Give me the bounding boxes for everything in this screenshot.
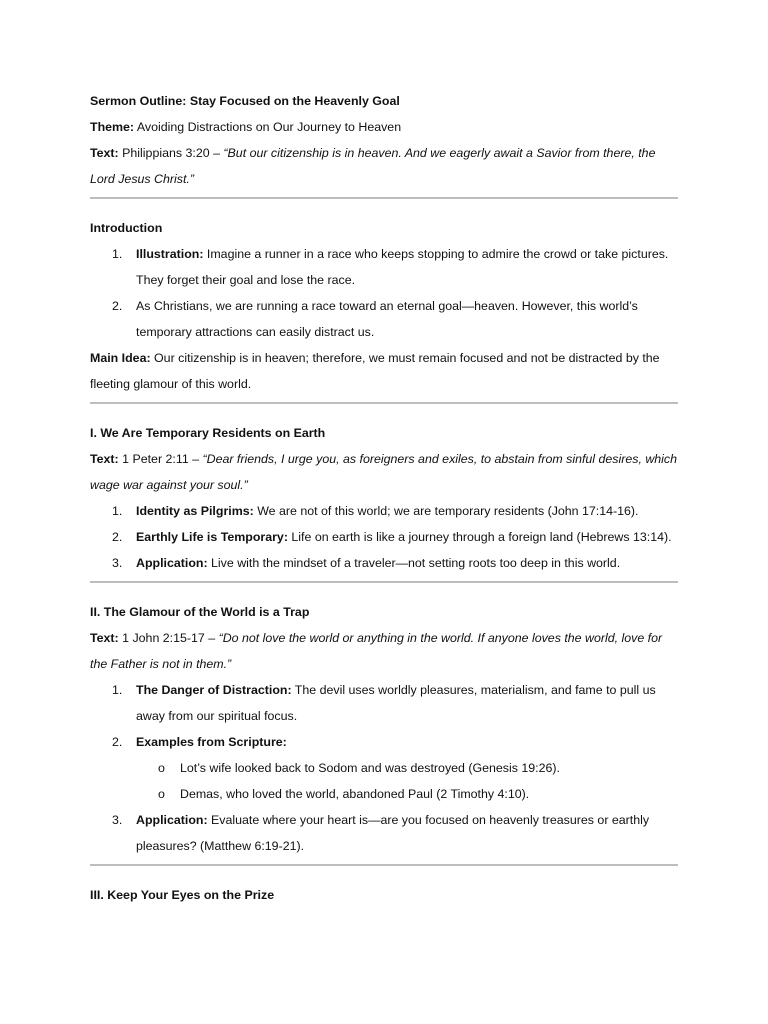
text-quote: “But our citizenship is in heaven. And we eagerly await a Savior from there, the Lord Jesus Christ.”	[90, 146, 656, 186]
list-number: 2.	[112, 530, 123, 544]
sermon-title: Sermon Outline: Stay Focused on the Heavenly Goal	[90, 94, 400, 108]
main-idea-label: Main Idea:	[90, 351, 151, 365]
bullet-marker: o	[158, 761, 165, 775]
text-reference: Philippians 3:20 –	[122, 146, 224, 160]
bullet-marker: o	[158, 787, 165, 801]
intro-list	[90, 241, 678, 345]
text-quote: “Dear friends, I urge you, as foreigners and exiles, to abstain from sinful desires, which wage war against your soul.”	[90, 452, 678, 492]
item-label: Earthly Life is Temporary:	[136, 530, 288, 544]
item-label: Examples from Scripture:	[136, 735, 287, 749]
text-reference: 1 Peter 2:11 –	[118, 452, 203, 466]
section2-list	[90, 677, 678, 755]
divider	[90, 402, 678, 404]
item-text: Live with the mindset of a traveler—not setting roots too deep in this world.	[207, 556, 621, 570]
document-page	[90, 88, 678, 908]
text-label: Text:	[90, 631, 119, 645]
list-item	[90, 807, 678, 859]
bullet-text: Demas, who loved the world, abandoned Paul (2 Timothy 4:10).	[180, 787, 530, 801]
item-label: Application:	[136, 556, 208, 570]
main-idea	[90, 345, 678, 397]
theme-line	[90, 114, 678, 140]
text-label: Text:	[90, 146, 119, 160]
scripture-examples-list	[90, 755, 678, 807]
text-line	[90, 140, 678, 192]
list-item	[90, 550, 678, 576]
item-label: Application:	[136, 813, 208, 827]
list-item	[90, 755, 678, 781]
section-heading: II. The Glamour of the World is a Trap	[90, 605, 310, 619]
list-item	[90, 729, 678, 755]
divider	[90, 197, 678, 199]
list-number: 1.	[112, 247, 123, 261]
intro-heading: Introduction	[90, 221, 163, 235]
section-heading: III. Keep Your Eyes on the Prize	[90, 888, 275, 902]
list-number: 3.	[112, 556, 123, 570]
text-label: Text:	[90, 452, 119, 466]
section-text-line	[90, 446, 678, 498]
list-item	[90, 524, 678, 550]
section1-list	[90, 498, 678, 576]
item-label: The Danger of Distraction:	[136, 683, 292, 697]
list-item	[90, 293, 678, 345]
bullet-text: Lot’s wife looked back to Sodom and was destroyed (Genesis 19:26).	[180, 761, 560, 775]
list-item	[90, 241, 678, 293]
section-heading: I. We Are Temporary Residents on Earth	[90, 426, 326, 440]
text-quote: “Do not love the world or anything in the world. If anyone loves the world, love for the Father is not in them.”	[90, 631, 663, 671]
divider	[90, 864, 678, 866]
list-item	[90, 498, 678, 524]
list-number: 3.	[112, 813, 123, 827]
list-number: 2.	[112, 299, 123, 313]
list-number: 2.	[112, 735, 123, 749]
item-text: The devil uses worldly pleasures, materialism, and fame to pull us away from our spiritual focus.	[136, 683, 656, 723]
item-label: Identity as Pilgrims:	[136, 504, 254, 518]
theme-label: Theme:	[90, 120, 135, 134]
item-text: Imagine a runner in a race who keeps stopping to admire the crowd or take pictures. They forget their goal and lose the race.	[136, 247, 669, 287]
item-text: As Christians, we are running a race toward an eternal goal—heaven. However, this world’s temporary attractions can easily distract us.	[136, 299, 638, 339]
item-label: Illustration:	[136, 247, 204, 261]
divider	[90, 581, 678, 583]
item-text: Life on earth is like a journey through a foreign land (Hebrews 13:14).	[287, 530, 672, 544]
text-reference: 1 John 2:15-17 –	[118, 631, 219, 645]
item-text: We are not of this world; we are temporary residents (John 17:14-16).	[253, 504, 639, 518]
section-text-line	[90, 625, 678, 677]
list-number: 1.	[112, 683, 123, 697]
theme-text: Avoiding Distractions on Our Journey to Heaven	[136, 120, 402, 134]
list-item	[90, 677, 678, 729]
section2-list-continued	[90, 807, 678, 859]
list-number: 1.	[112, 504, 123, 518]
item-text: Evaluate where your heart is—are you focused on heavenly treasures or earthly pleasures? (Matthew 6:19-21).	[136, 813, 650, 853]
main-idea-text: Our citizenship is in heaven; therefore, we must remain focused and not be distracted by the fleeting glamour of this world.	[90, 351, 660, 391]
list-item	[90, 781, 678, 807]
